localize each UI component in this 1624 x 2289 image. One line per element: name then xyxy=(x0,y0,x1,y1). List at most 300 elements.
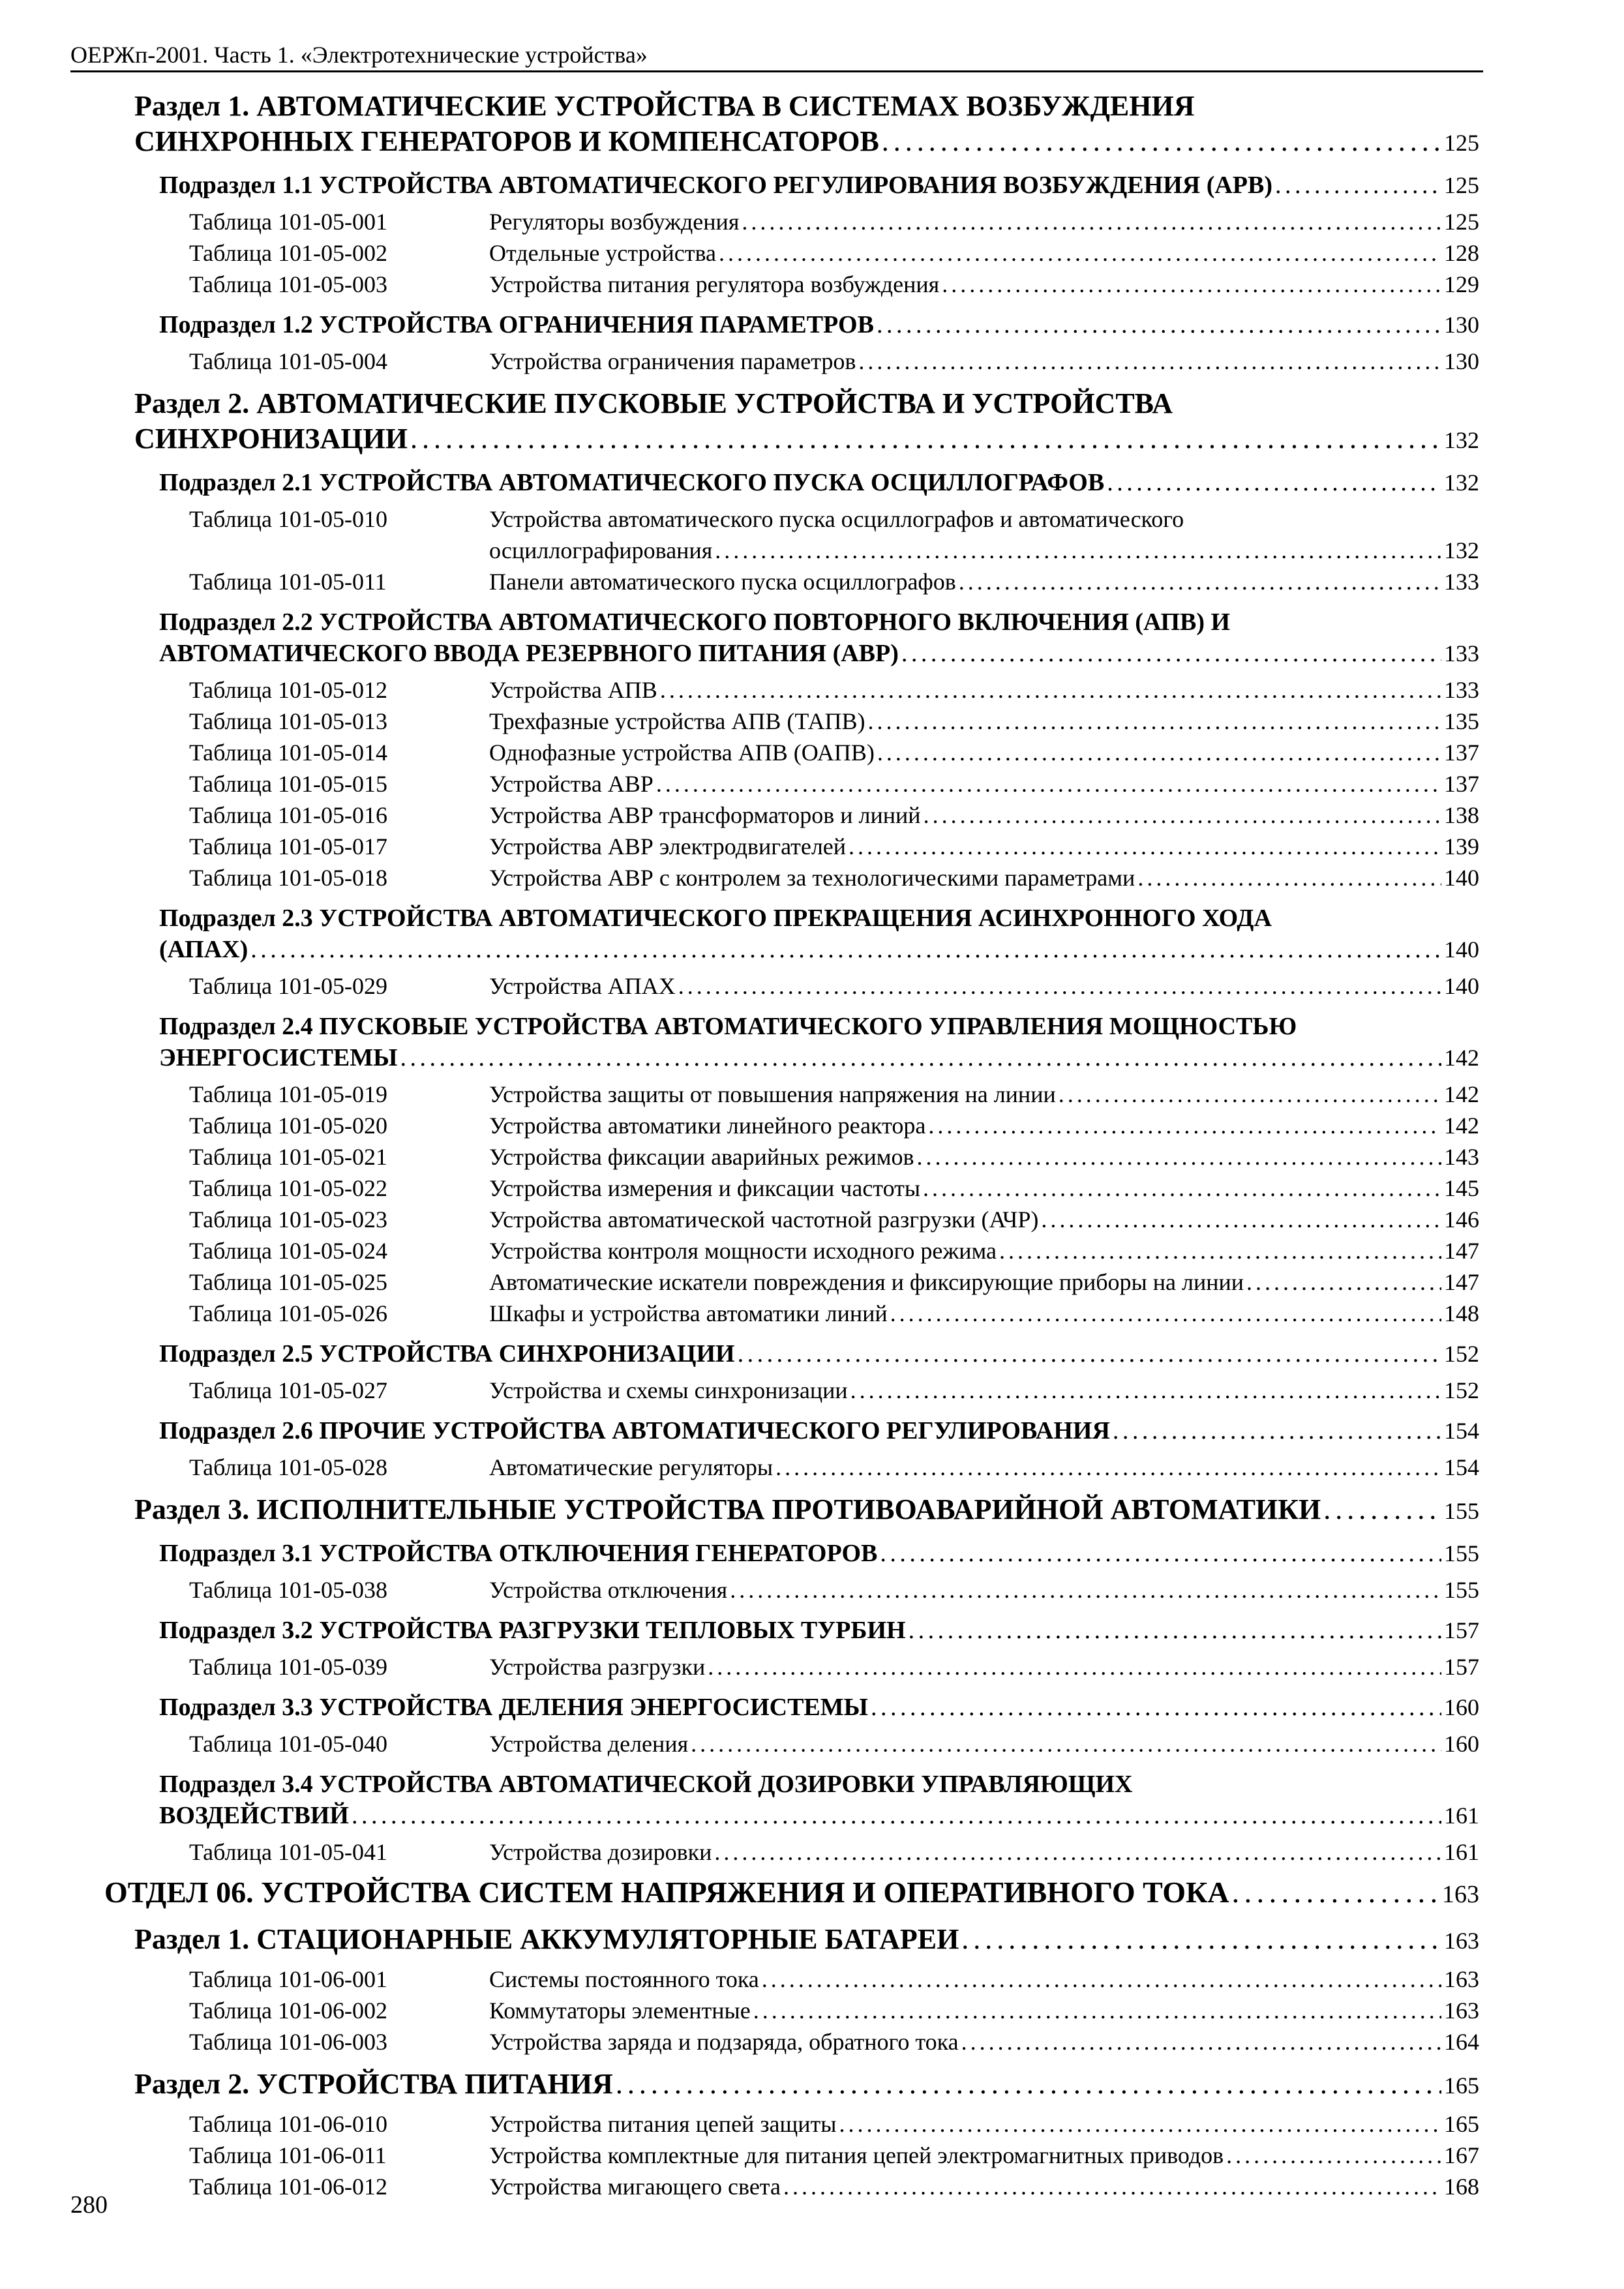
toc-table-entry xyxy=(189,800,1479,831)
page-ref: 161 xyxy=(1444,1803,1479,1829)
department-heading xyxy=(104,1874,1479,1913)
toc-line xyxy=(189,1375,1479,1406)
heading-text: Подраздел 2.6 ПРОЧИЕ УСТРОЙСТВА АВТОМАТИЧЕСКОГО РЕГУЛИРОВАНИЯ xyxy=(159,1417,1110,1444)
dot-leader xyxy=(250,934,1441,965)
toc-table-entry xyxy=(189,269,1479,300)
toc-line xyxy=(189,2108,1479,2140)
table-code: Таблица 101-05-027 xyxy=(189,1377,387,1403)
toc-table-entry xyxy=(189,1375,1479,1406)
table-code: Таблица 101-05-026 xyxy=(189,1300,387,1326)
dot-leader xyxy=(753,1995,1441,2026)
table-code: Таблица 101-05-023 xyxy=(189,1206,387,1233)
heading-text: Подраздел 3.2 УСТРОЙСТВА РАЗГРУЗКИ ТЕПЛОВЫХ ТУРБИН xyxy=(159,1617,906,1644)
toc-table-entry xyxy=(189,1266,1479,1298)
page-ref: 155 xyxy=(1444,1540,1479,1566)
page-ref: 161 xyxy=(1444,1839,1479,1865)
table-code: Таблица 101-05-040 xyxy=(189,1731,387,1757)
table-code: Таблица 101-05-019 xyxy=(189,1081,387,1107)
dot-leader xyxy=(660,674,1441,706)
table-code: Таблица 101-05-015 xyxy=(189,771,387,797)
entry-title: Устройства АПАХ xyxy=(489,973,676,999)
toc-line xyxy=(134,89,1479,124)
entry-title: Устройства комплектные для питания цепей электромагнитных приводов xyxy=(489,2142,1224,2168)
toc-table-entry xyxy=(189,566,1479,597)
dot-leader xyxy=(917,1141,1441,1173)
entry-title: Устройства мигающего света xyxy=(489,2174,781,2200)
entry-title: Устройства защиты от повышения напряжения на линии xyxy=(489,1081,1056,1107)
dot-leader xyxy=(877,309,1441,340)
page-ref: 137 xyxy=(1444,771,1479,797)
toc-table-entry xyxy=(189,737,1479,768)
page-ref: 154 xyxy=(1444,1418,1479,1444)
heading-text: АВТОМАТИЧЕСКОГО ВВОДА РЕЗЕРВНОГО ПИТАНИЯ (АВР) xyxy=(159,640,899,667)
toc-line xyxy=(189,237,1479,269)
toc-table-entry xyxy=(189,1651,1479,1683)
table-code: Таблица 101-05-021 xyxy=(189,1144,387,1170)
table-code: Таблица 101-06-003 xyxy=(189,2029,387,2055)
entry-title: осциллографирования xyxy=(489,537,713,563)
page-ref: 163 xyxy=(1444,1966,1479,1992)
toc-table-entry xyxy=(189,768,1479,800)
entry-title: Устройства деления xyxy=(489,1731,689,1757)
dot-leader xyxy=(1107,467,1441,498)
heading-text: Подраздел 2.5 УСТРОЙСТВА СИНХРОНИЗАЦИИ xyxy=(159,1340,735,1368)
toc-table-entry xyxy=(189,1964,1479,1995)
toc-table-entry xyxy=(189,1298,1479,1329)
entry-title: Устройства измерения и фиксации частоты xyxy=(489,1175,921,1201)
entry-title: Устройства контроля мощности исходного режима xyxy=(489,1238,997,1264)
page-ref: 164 xyxy=(1444,2029,1479,2055)
table-of-contents xyxy=(70,80,1479,2202)
toc-table-entry xyxy=(189,237,1479,269)
dot-leader xyxy=(882,124,1441,159)
entry-title: Устройства ограничения параметров xyxy=(489,348,856,374)
dot-leader xyxy=(1059,1079,1441,1110)
subsection-heading xyxy=(159,1615,1479,1646)
toc-table-entry xyxy=(189,1995,1479,2026)
toc-table-entry xyxy=(189,1204,1479,1235)
page-ref: 137 xyxy=(1444,740,1479,766)
table-code: Таблица 101-05-020 xyxy=(189,1113,387,1139)
entry-title: Регуляторы возбуждения xyxy=(489,209,740,235)
dot-leader xyxy=(400,1042,1441,1073)
page-ref: 148 xyxy=(1444,1300,1479,1326)
toc-line xyxy=(189,1728,1479,1759)
toc-line xyxy=(159,1042,1479,1073)
heading-text: Раздел 2. АВТОМАТИЧЕСКИЕ ПУСКОВЫЕ УСТРОЙСТВА И УСТРОЙСТВА xyxy=(134,387,1173,419)
toc-line xyxy=(189,800,1479,831)
toc-table-entry xyxy=(189,1173,1479,1204)
toc-line xyxy=(189,1452,1479,1483)
toc-line xyxy=(189,269,1479,300)
toc-line xyxy=(189,862,1479,893)
heading-text: Подраздел 3.1 УСТРОЙСТВА ОТКЛЮЧЕНИЯ ГЕНЕРАТОРОВ xyxy=(159,1540,878,1567)
page-ref: 160 xyxy=(1444,1731,1479,1757)
table-code: Таблица 101-05-029 xyxy=(189,973,387,999)
toc-line xyxy=(189,1266,1479,1298)
dot-leader xyxy=(850,1375,1441,1406)
entry-title: Устройства автоматического пуска осциллографов и автоматического xyxy=(489,506,1184,532)
toc-line xyxy=(189,1079,1479,1110)
dot-leader xyxy=(880,1538,1441,1569)
toc-table-entry xyxy=(189,706,1479,737)
dot-leader xyxy=(999,1235,1441,1266)
page-ref: 163 xyxy=(1444,1997,1479,2024)
toc-line xyxy=(189,1141,1479,1173)
heading-text: Подраздел 1.2 УСТРОЙСТВА ОГРАНИЧЕНИЯ ПАРАМЕТРОВ xyxy=(159,311,874,338)
entry-title: Отдельные устройства xyxy=(489,240,716,266)
toc-table-entry xyxy=(189,2171,1479,2202)
heading-text: ЭНЕРГОСИСТЕМЫ xyxy=(159,1044,398,1071)
page-ref: 165 xyxy=(1444,2111,1479,2137)
dot-leader xyxy=(901,638,1441,669)
entry-title: Трехфазные устройства АПВ (ТАПВ) xyxy=(489,708,865,734)
dot-leader xyxy=(719,237,1441,269)
section-heading xyxy=(134,386,1479,458)
entry-title: Устройства АВР трансформаторов и линий xyxy=(489,802,921,828)
toc-table-entry xyxy=(189,674,1479,706)
page-ref: 165 xyxy=(1444,2072,1479,2099)
page-ref: 143 xyxy=(1444,1144,1479,1170)
toc-line xyxy=(189,2140,1479,2171)
table-code: Таблица 101-05-028 xyxy=(189,1454,387,1480)
toc-line xyxy=(189,346,1479,377)
entry-title: Панели автоматического пуска осциллографов xyxy=(489,569,956,595)
page-ref: 155 xyxy=(1444,1577,1479,1603)
section-heading xyxy=(134,1922,1479,1958)
page-ref: 133 xyxy=(1444,677,1479,703)
toc-line xyxy=(189,1574,1479,1606)
section-heading xyxy=(134,1492,1479,1529)
page-ref: 147 xyxy=(1444,1238,1479,1264)
toc-line xyxy=(189,2171,1479,2202)
toc-table-entry xyxy=(189,346,1479,377)
entry-title: Устройства заряда и подзаряда, обратного тока xyxy=(489,2029,959,2055)
toc-line xyxy=(189,768,1479,800)
page-number: 280 xyxy=(70,2191,108,2219)
entry-title: Устройства АПВ xyxy=(489,677,657,703)
entry-title: Устройства питания цепей защиты xyxy=(489,2111,837,2137)
table-code: Таблица 101-05-017 xyxy=(189,833,387,860)
page-ref: 147 xyxy=(1444,1269,1479,1295)
page-ref: 132 xyxy=(1444,427,1479,453)
entry-title: Устройства питания регулятора возбуждения xyxy=(489,271,940,297)
table-code: Таблица 101-05-011 xyxy=(189,569,387,595)
dot-leader xyxy=(715,535,1441,566)
dot-leader xyxy=(1226,2140,1441,2171)
toc-line xyxy=(134,2067,1479,2103)
toc-table-entry xyxy=(189,1141,1479,1173)
page-ref: 142 xyxy=(1444,1081,1479,1107)
dot-leader xyxy=(1137,862,1441,893)
page-ref: 152 xyxy=(1444,1377,1479,1403)
table-code: Таблица 101-05-002 xyxy=(189,240,387,266)
table-code: Таблица 101-05-039 xyxy=(189,1654,387,1680)
toc-line xyxy=(134,1492,1479,1529)
page-ref: 168 xyxy=(1444,2174,1479,2200)
dot-leader xyxy=(775,1452,1441,1483)
subsection-heading xyxy=(159,170,1479,201)
page-ref: 157 xyxy=(1444,1617,1479,1643)
page-ref: 163 xyxy=(1442,1881,1479,1908)
page-ref: 130 xyxy=(1444,312,1479,338)
page-ref: 152 xyxy=(1444,1341,1479,1367)
page-ref: 133 xyxy=(1444,569,1479,595)
dot-leader xyxy=(849,831,1441,862)
toc-line xyxy=(159,606,1479,638)
page-ref: 125 xyxy=(1444,172,1479,198)
heading-text: Раздел 1. СТАЦИОНАРНЫЕ АККУМУЛЯТОРНЫЕ БАТАРЕИ xyxy=(134,1923,959,1955)
entry-title: Устройства дозировки xyxy=(489,1839,712,1865)
heading-text: ВОЗДЕЙСТВИЙ xyxy=(159,1802,349,1829)
toc-table-entry xyxy=(189,1452,1479,1483)
dot-leader xyxy=(714,1836,1441,1868)
heading-text: Подраздел 2.3 УСТРОЙСТВА АВТОМАТИЧЕСКОГО ПРЕКРАЩЕНИЯ АСИНХРОННОГО ХОДА xyxy=(159,905,1272,932)
table-code: Таблица 101-06-011 xyxy=(189,2142,387,2168)
toc-line xyxy=(134,386,1479,421)
toc-line xyxy=(159,467,1479,498)
entry-title: Системы постоянного тока xyxy=(489,1966,759,1992)
table-code: Таблица 101-05-001 xyxy=(189,209,387,235)
dot-leader xyxy=(410,421,1441,456)
toc-line xyxy=(104,1874,1479,1913)
subsection-heading xyxy=(159,1011,1479,1073)
toc-table-entry xyxy=(189,1110,1479,1141)
page-ref: 142 xyxy=(1444,1045,1479,1071)
entry-title: Автоматические искатели повреждения и фиксирующие приборы на линии xyxy=(489,1269,1244,1295)
subsection-heading xyxy=(159,1769,1479,1831)
dot-leader xyxy=(961,1922,1441,1957)
dot-leader xyxy=(928,1110,1441,1141)
entry-title: Устройства АВР электродвигателей xyxy=(489,833,847,860)
section-heading xyxy=(134,2067,1479,2103)
table-code: Таблица 101-05-003 xyxy=(189,271,387,297)
dot-leader xyxy=(877,737,1441,768)
toc-line xyxy=(189,970,1479,1002)
toc-line xyxy=(189,503,1479,535)
page-ref: 125 xyxy=(1444,209,1479,235)
dot-leader xyxy=(352,1800,1441,1831)
heading-text: Подраздел 3.3 УСТРОЙСТВА ДЕЛЕНИЯ ЭНЕРГОСИСТЕМЫ xyxy=(159,1694,868,1721)
page-ref: 140 xyxy=(1444,973,1479,999)
entry-title: Устройства разгрузки xyxy=(489,1654,706,1680)
page-ref: 163 xyxy=(1444,1928,1479,1954)
toc-line xyxy=(189,2026,1479,2057)
subsection-heading xyxy=(159,1415,1479,1446)
entry-title: Устройства АВР с контролем за технологическими параметрами xyxy=(489,865,1135,891)
page-ref: 142 xyxy=(1444,1113,1479,1139)
page-ref: 130 xyxy=(1444,348,1479,374)
toc-table-entry xyxy=(189,970,1479,1002)
heading-text: Подраздел 2.2 УСТРОЙСТВА АВТОМАТИЧЕСКОГО ПОВТОРНОГО ВКЛЮЧЕНИЯ (АПВ) И xyxy=(159,608,1231,636)
toc-line xyxy=(189,737,1479,768)
toc-line xyxy=(159,1615,1479,1646)
dot-leader xyxy=(1041,1204,1441,1235)
toc-line xyxy=(189,706,1479,737)
heading-text: Подраздел 1.1 УСТРОЙСТВА АВТОМАТИЧЕСКОГО РЕГУЛИРОВАНИЯ ВОЗБУЖДЕНИЯ (АРВ) xyxy=(159,172,1273,199)
dot-leader xyxy=(738,1338,1441,1369)
subsection-heading xyxy=(159,1692,1479,1723)
toc-line xyxy=(189,1298,1479,1329)
table-code: Таблица 101-06-012 xyxy=(189,2174,387,2200)
page-ref: 145 xyxy=(1444,1175,1479,1201)
table-code: Таблица 101-06-001 xyxy=(189,1966,387,1992)
dot-leader xyxy=(1113,1415,1441,1446)
table-code: Таблица 101-05-014 xyxy=(189,740,387,766)
dot-leader xyxy=(656,768,1441,800)
toc-line xyxy=(189,1235,1479,1266)
entry-title: Шкафы и устройства автоматики линий xyxy=(489,1300,888,1326)
entry-title: Коммутаторы элементные xyxy=(489,1997,751,2024)
entry-title: Устройства автоматики линейного реактора xyxy=(489,1113,926,1139)
page-ref: 155 xyxy=(1444,1498,1479,1524)
heading-text: Раздел 1. АВТОМАТИЧЕСКИЕ УСТРОЙСТВА В СИСТЕМАХ ВОЗБУЖДЕНИЯ xyxy=(134,90,1195,122)
toc-table-entry xyxy=(189,1235,1479,1266)
dot-leader xyxy=(616,2067,1441,2102)
page-ref: 146 xyxy=(1444,1206,1479,1233)
toc-line xyxy=(159,170,1479,201)
page-ref: 139 xyxy=(1444,833,1479,860)
dot-leader xyxy=(839,2108,1441,2140)
subsection-heading xyxy=(159,903,1479,965)
page-ref: 128 xyxy=(1444,240,1479,266)
dot-leader xyxy=(924,800,1441,831)
entry-title: Устройства и схемы синхронизации xyxy=(489,1377,848,1403)
toc-line xyxy=(159,903,1479,934)
running-header: ОЕРЖп-2001. Часть 1. «Электротехнические устройства» xyxy=(70,40,1483,72)
dot-leader xyxy=(708,1651,1441,1683)
heading-text: СИНХРОННЫХ ГЕНЕРАТОРОВ И КОМПЕНСАТОРОВ xyxy=(134,125,879,157)
page-ref: 133 xyxy=(1444,640,1479,666)
dot-leader xyxy=(961,2026,1441,2057)
table-code: Таблица 101-05-024 xyxy=(189,1238,387,1264)
page-ref: 140 xyxy=(1444,865,1479,891)
dot-leader xyxy=(1232,1874,1439,1911)
entry-title: Автоматические регуляторы xyxy=(489,1454,774,1480)
toc-line xyxy=(159,309,1479,340)
heading-text: СИНХРОНИЗАЦИИ xyxy=(134,423,408,455)
table-code: Таблица 101-05-010 xyxy=(189,506,387,532)
toc-table-entry xyxy=(189,1574,1479,1606)
section-heading xyxy=(134,89,1479,160)
dot-leader xyxy=(1323,1492,1441,1527)
toc-line xyxy=(159,1415,1479,1446)
toc-line xyxy=(189,1173,1479,1204)
entry-title: Устройства автоматической частотной разгрузки (АЧР) xyxy=(489,1206,1039,1233)
toc-line xyxy=(189,1110,1479,1141)
dot-leader xyxy=(909,1615,1441,1646)
toc-line xyxy=(159,1538,1479,1569)
page-ref: 140 xyxy=(1444,936,1479,963)
toc-line xyxy=(134,421,1479,458)
dot-leader xyxy=(858,346,1441,377)
dot-leader xyxy=(691,1728,1441,1759)
toc-table-entry xyxy=(189,831,1479,862)
dot-leader xyxy=(871,1692,1441,1723)
page-ref: 132 xyxy=(1444,537,1479,563)
toc-line xyxy=(159,1800,1479,1831)
subsection-heading xyxy=(159,467,1479,498)
table-code: Таблица 101-05-025 xyxy=(189,1269,387,1295)
dot-leader xyxy=(762,1964,1441,1995)
toc-line xyxy=(159,934,1479,965)
toc-line xyxy=(189,1995,1479,2026)
dot-leader xyxy=(890,1298,1441,1329)
dot-leader xyxy=(783,2171,1441,2202)
toc-line xyxy=(159,1338,1479,1369)
dot-leader xyxy=(942,269,1441,300)
table-code: Таблица 101-06-002 xyxy=(189,1997,387,2024)
entry-title: Устройства отключения xyxy=(489,1577,728,1603)
toc-line xyxy=(159,638,1479,669)
dot-leader xyxy=(1275,170,1441,201)
subsection-heading xyxy=(159,1538,1479,1569)
page-ref: 154 xyxy=(1444,1454,1479,1480)
table-code: Таблица 101-05-038 xyxy=(189,1577,387,1603)
page-ref: 160 xyxy=(1444,1694,1479,1720)
heading-text: (АПАХ) xyxy=(159,936,248,963)
toc-line xyxy=(189,1204,1479,1235)
page-ref: 167 xyxy=(1444,2142,1479,2168)
toc-line xyxy=(159,1011,1479,1042)
toc-line xyxy=(189,674,1479,706)
toc-line xyxy=(159,1769,1479,1800)
toc-line xyxy=(189,1964,1479,1995)
entry-title: Устройства АВР xyxy=(489,771,654,797)
dot-leader xyxy=(923,1173,1441,1204)
toc-line xyxy=(189,1651,1479,1683)
table-code: Таблица 101-06-010 xyxy=(189,2111,387,2137)
toc-table-entry xyxy=(189,862,1479,893)
dot-leader xyxy=(742,206,1441,237)
toc-table-entry xyxy=(189,1836,1479,1868)
dot-leader xyxy=(868,706,1441,737)
dot-leader xyxy=(1246,1266,1441,1298)
toc-line xyxy=(134,1922,1479,1958)
toc-table-entry xyxy=(189,2140,1479,2171)
dot-leader xyxy=(959,566,1441,597)
page-ref: 157 xyxy=(1444,1654,1479,1680)
table-code: Таблица 101-05-022 xyxy=(189,1175,387,1201)
heading-text: Подраздел 2.4 ПУСКОВЫЕ УСТРОЙСТВА АВТОМАТИЧЕСКОГО УПРАВЛЕНИЯ МОЩНОСТЬЮ xyxy=(159,1013,1297,1040)
page-ref: 138 xyxy=(1444,802,1479,828)
heading-text: Подраздел 3.4 УСТРОЙСТВА АВТОМАТИЧЕСКОЙ ДОЗИРОВКИ УПРАВЛЯЮЩИХ xyxy=(159,1771,1133,1798)
page-ref: 125 xyxy=(1444,130,1479,156)
page-ref: 135 xyxy=(1444,708,1479,734)
subsection-heading xyxy=(159,1338,1479,1369)
heading-text: Подраздел 2.1 УСТРОЙСТВА АВТОМАТИЧЕСКОГО ПУСКА ОСЦИЛЛОГРАФОВ xyxy=(159,469,1105,496)
toc-table-entry xyxy=(189,1728,1479,1759)
toc-line xyxy=(189,566,1479,597)
toc-table-entry xyxy=(189,206,1479,237)
table-code: Таблица 101-05-018 xyxy=(189,865,387,891)
table-code: Таблица 101-05-004 xyxy=(189,348,387,374)
table-code: Таблица 101-05-012 xyxy=(189,677,387,703)
heading-text: ОТДЕЛ 06. УСТРОЙСТВА СИСТЕМ НАПРЯЖЕНИЯ И ОПЕРАТИВНОГО ТОКА xyxy=(104,1876,1229,1909)
toc-table-entry xyxy=(189,2108,1479,2140)
toc-line xyxy=(134,124,1479,160)
heading-text: Раздел 3. ИСПОЛНИТЕЛЬНЫЕ УСТРОЙСТВА ПРОТИВОАВАРИЙНОЙ АВТОМАТИКИ xyxy=(134,1493,1321,1525)
toc-line xyxy=(189,1836,1479,1868)
subsection-heading xyxy=(159,309,1479,340)
entry-title: Устройства фиксации аварийных режимов xyxy=(489,1144,914,1170)
page-ref: 129 xyxy=(1444,271,1479,297)
dot-leader xyxy=(730,1574,1441,1606)
toc-line xyxy=(189,535,1479,566)
heading-text: Раздел 2. УСТРОЙСТВА ПИТАНИЯ xyxy=(134,2068,613,2100)
toc-line xyxy=(189,831,1479,862)
table-code: Таблица 101-05-041 xyxy=(189,1839,387,1865)
